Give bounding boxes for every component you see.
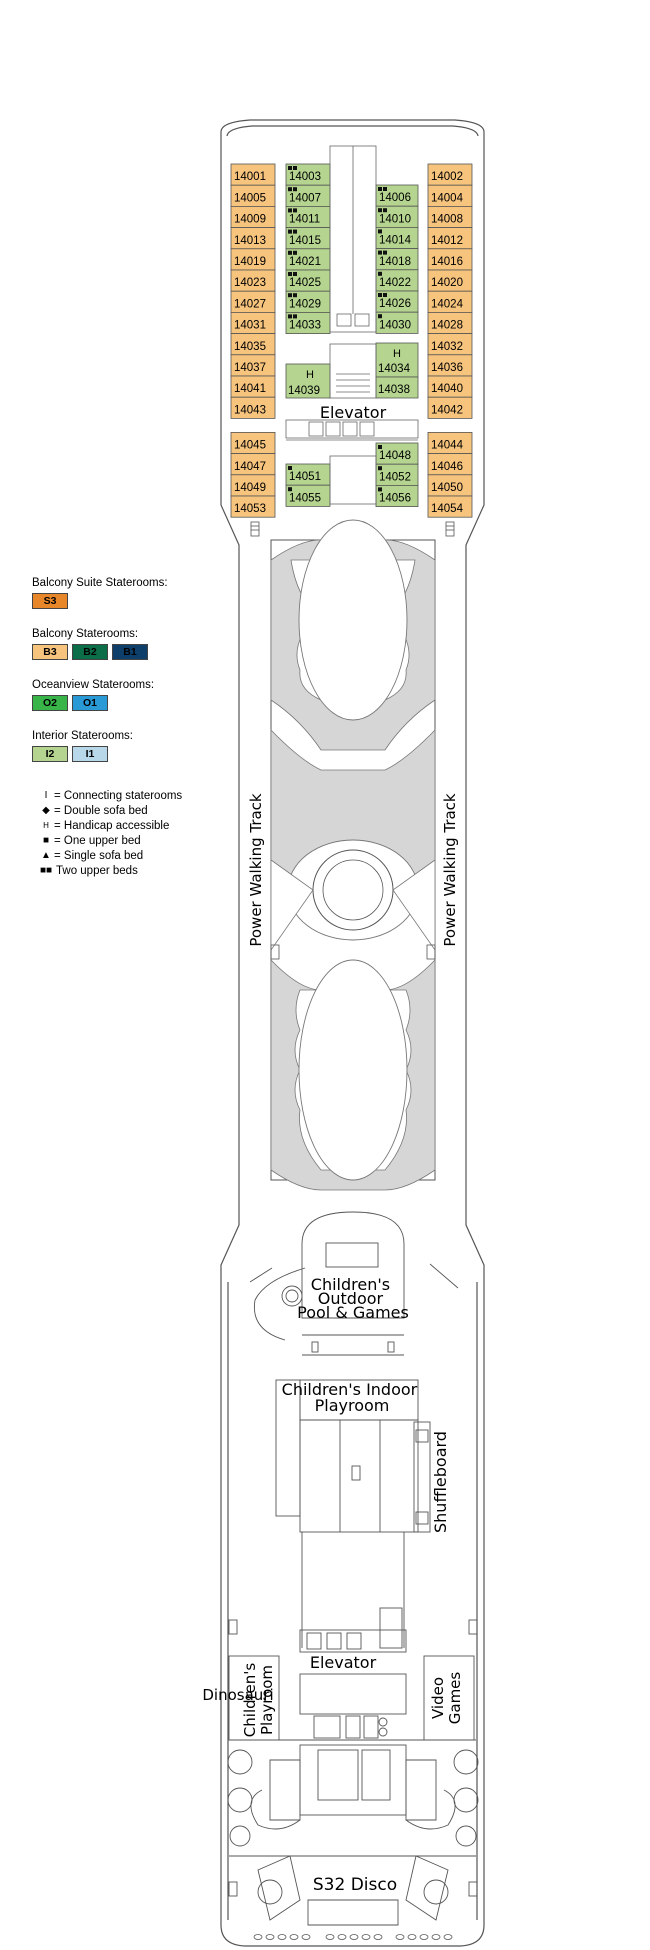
stateroom-14034[interactable] (376, 343, 418, 377)
two-upper-beds-icon (288, 251, 292, 255)
indoor-playroom-label: Children's Indoor Playroom (281, 1380, 418, 1415)
category-chip-i2: I2 (32, 746, 68, 762)
stateroom-number: 14014 (379, 234, 411, 247)
stateroom-number: 14018 (379, 255, 411, 268)
disco-area (228, 1740, 478, 1925)
two-upper-beds-icon (288, 230, 292, 234)
stateroom-number: 14022 (379, 277, 411, 289)
porthole (302, 1935, 310, 1940)
two-upper-beds-icon (378, 208, 382, 212)
legend-title: Balcony Staterooms: (32, 628, 139, 640)
stateroom-14047[interactable] (231, 454, 275, 475)
video-games-line1: Video (429, 1676, 447, 1720)
stateroom-number: 14032 (431, 340, 463, 353)
stateroom-14046[interactable] (428, 454, 472, 475)
stateroom-number: 14007 (289, 192, 321, 205)
stateroom-14039[interactable] (286, 364, 330, 398)
category-chip-b3: B3 (32, 644, 68, 660)
symbol-label: = Single sofa bed (54, 849, 144, 862)
one-upper-bed-icon: ■ (42, 834, 50, 846)
forward-staterooms (231, 164, 472, 517)
stateroom-14008[interactable] (428, 206, 472, 227)
legend-symbols (32, 788, 232, 878)
stateroom-14010[interactable] (376, 206, 418, 227)
two-upper-beds-icon (293, 166, 297, 170)
stateroom-number: 14043 (234, 404, 266, 417)
stateroom-number: 14028 (431, 319, 463, 332)
porthole (420, 1935, 428, 1940)
stateroom-14041[interactable] (231, 376, 275, 397)
category-chip-o2: O2 (32, 695, 68, 711)
double-sofa-bed-icon: ◆ (42, 804, 50, 816)
stateroom-number: 14051 (289, 471, 321, 484)
stateroom-number: 14033 (289, 319, 321, 332)
stateroom-14022[interactable] (376, 270, 418, 291)
symbol-label: = Double sofa bed (54, 804, 148, 817)
stateroom-14035[interactable] (231, 334, 275, 355)
stateroom-14004[interactable] (428, 185, 472, 206)
stateroom-14049[interactable] (231, 475, 275, 496)
porthole (374, 1935, 382, 1940)
stateroom-14031[interactable] (231, 312, 275, 333)
porthole (338, 1935, 346, 1940)
stateroom-14001[interactable] (231, 164, 275, 185)
legend (32, 576, 232, 878)
stateroom-14029[interactable] (286, 291, 330, 312)
porthole (290, 1935, 298, 1940)
stateroom-number: 14047 (234, 460, 266, 473)
stateroom-14042[interactable] (428, 397, 472, 418)
porthole (396, 1935, 404, 1940)
stateroom-number: 14037 (234, 362, 266, 374)
category-chip-b1: B1 (112, 644, 148, 660)
stateroom-number: 14052 (379, 471, 411, 484)
two-upper-beds-icon (288, 314, 292, 318)
symbol-label: = One upper bed (54, 834, 141, 847)
stateroom-14033[interactable] (286, 312, 330, 333)
stateroom-14009[interactable] (231, 206, 275, 227)
stateroom-number: 14042 (431, 404, 463, 417)
dinosaur-playroom-label: Dinosauri (202, 1686, 274, 1704)
pool-deck (271, 520, 435, 1190)
stateroom-14019[interactable] (231, 249, 275, 270)
stateroom-number: 14053 (234, 503, 266, 516)
stateroom-number: 14026 (379, 298, 411, 311)
symbol-label: Two upper beds (56, 864, 138, 877)
stateroom-14003[interactable] (286, 164, 330, 185)
legend-balcony (32, 627, 232, 660)
two-upper-beds-icon (293, 230, 297, 234)
one-upper-bed-icon (288, 487, 292, 491)
porthole (254, 1935, 262, 1940)
two-upper-beds-icon (288, 272, 292, 276)
dinosaur-playroom-line2: Children's (241, 1662, 259, 1738)
stateroom-number: 14038 (378, 384, 410, 396)
two-upper-beds-icon (383, 293, 387, 297)
two-upper-beds-icon (383, 187, 387, 191)
stateroom-number: 14020 (431, 277, 463, 290)
stateroom-number: 14050 (431, 482, 463, 494)
stateroom-number: 14023 (234, 277, 266, 290)
indoor-playroom-area (276, 1380, 430, 1648)
elevator-aft-label: Elevator (309, 1653, 377, 1672)
stateroom-number: 14029 (289, 298, 321, 311)
stateroom-number: 14013 (234, 234, 266, 247)
video-games-line2: Games (446, 1671, 464, 1725)
stateroom-14014[interactable] (376, 227, 418, 248)
stateroom-number: 14025 (289, 277, 321, 290)
two-upper-beds-icon (383, 251, 387, 255)
stateroom-14053[interactable] (231, 496, 275, 517)
stateroom-14055[interactable] (286, 485, 330, 506)
stateroom-number: 14001 (234, 171, 266, 184)
one-upper-bed-icon (378, 487, 382, 491)
stateroom-14020[interactable] (428, 270, 472, 291)
stateroom-number: 14003 (289, 171, 321, 184)
porthole (326, 1935, 334, 1940)
legend-suite (32, 576, 232, 609)
two-upper-beds-icon (293, 187, 297, 191)
stateroom-number: 14056 (379, 492, 411, 505)
stateroom-14056[interactable] (376, 485, 418, 506)
stateroom-number: 14008 (431, 213, 463, 226)
stateroom-14054[interactable] (428, 496, 472, 517)
legend-title: Oceanview Staterooms: (32, 679, 155, 691)
stateroom-number: 14048 (379, 450, 411, 463)
stateroom-14007[interactable] (286, 185, 330, 206)
stateroom-number: 14034 (378, 363, 410, 375)
porthole (350, 1935, 358, 1940)
stateroom-14040[interactable] (428, 376, 472, 397)
legend-interior (32, 729, 232, 762)
disco-label: S32 Disco (312, 1875, 398, 1895)
stateroom-number: 14035 (234, 340, 266, 353)
stateroom-number: 14024 (431, 298, 463, 311)
symbol-row (38, 863, 232, 878)
stateroom-number: 14054 (431, 503, 463, 516)
elevator-fwd-label: Elevator (319, 403, 387, 422)
two-upper-beds-icon (293, 251, 297, 255)
category-chip-s3: S3 (32, 593, 68, 609)
stateroom-14021[interactable] (286, 249, 330, 270)
two-upper-beds-icon (293, 272, 297, 276)
stateroom-number: 14016 (431, 256, 463, 268)
symbol-row (38, 848, 232, 863)
stateroom-number: 14039 (288, 385, 320, 397)
stateroom-number: 14006 (379, 192, 411, 205)
stateroom-14030[interactable] (376, 312, 418, 333)
stateroom-14018[interactable] (376, 249, 418, 270)
legend-title: Interior Staterooms: (32, 730, 133, 742)
stateroom-14028[interactable] (428, 312, 472, 333)
stateroom-14052[interactable] (376, 464, 418, 485)
legend-title: Balcony Suite Staterooms: (32, 577, 168, 589)
two-upper-beds-icon (288, 166, 292, 170)
stateroom-number: 14041 (234, 383, 266, 396)
stateroom-14016[interactable] (428, 249, 472, 270)
stateroom-14027[interactable] (231, 291, 275, 312)
handicap-mark: H (393, 348, 401, 360)
stateroom-number: 14049 (234, 482, 266, 494)
stateroom-14005[interactable] (231, 185, 275, 206)
porthole (432, 1935, 440, 1940)
two-upper-beds-icon (293, 293, 297, 297)
stateroom-14013[interactable] (231, 228, 275, 249)
stateroom-14002[interactable] (428, 164, 472, 185)
category-chip-i1: I1 (72, 746, 108, 762)
symbol-row (38, 833, 232, 848)
stateroom-14032[interactable] (428, 334, 472, 355)
one-upper-bed-icon (378, 466, 382, 470)
walking-track-starboard: Power Walking Track (441, 793, 459, 947)
stateroom-14036[interactable] (428, 355, 472, 376)
one-upper-bed-icon (378, 445, 382, 449)
porthole (362, 1935, 370, 1940)
stateroom-14011[interactable] (286, 206, 330, 227)
stateroom-number: 14044 (431, 439, 463, 452)
two-upper-beds-icon (383, 208, 387, 212)
stateroom-number: 14027 (234, 298, 266, 311)
walking-track-port: Power Walking Track (247, 793, 265, 947)
shuffleboard-label: Shuffleboard (431, 1431, 450, 1533)
two-upper-beds-icon (288, 293, 292, 297)
stateroom-14015[interactable] (286, 228, 330, 249)
stateroom-number: 14002 (431, 171, 463, 184)
porthole (266, 1935, 274, 1940)
porthole (278, 1935, 286, 1940)
stateroom-14048[interactable] (376, 443, 418, 464)
stateroom-14051[interactable] (286, 464, 330, 485)
one-upper-bed-icon (378, 272, 382, 276)
stateroom-number: 14004 (431, 192, 463, 205)
stateroom-14026[interactable] (376, 291, 418, 312)
portholes (254, 1935, 452, 1940)
stateroom-number: 14055 (289, 492, 321, 505)
stateroom-14044[interactable] (428, 432, 472, 453)
two-upper-beds-icon (288, 187, 292, 191)
stateroom-number: 14015 (289, 234, 321, 247)
two-upper-beds-icon (378, 251, 382, 255)
outdoor-pool-label: Children's Outdoor Pool & Games (297, 1275, 409, 1322)
one-upper-bed-icon (378, 314, 382, 318)
stateroom-number: 14005 (234, 192, 266, 205)
stateroom-14025[interactable] (286, 270, 330, 291)
stateroom-number: 14045 (234, 439, 266, 452)
stateroom-number: 14030 (379, 319, 411, 332)
stateroom-14024[interactable] (428, 291, 472, 312)
porthole (444, 1935, 452, 1940)
stateroom-14037[interactable] (231, 355, 275, 376)
two-upper-beds-icon: ■■ (39, 864, 53, 876)
porthole (408, 1935, 416, 1940)
two-upper-beds-icon (378, 293, 382, 297)
stateroom-number: 14021 (289, 256, 321, 268)
stateroom-14012[interactable] (428, 228, 472, 249)
one-upper-bed-icon (378, 229, 382, 233)
stateroom-14050[interactable] (428, 475, 472, 496)
symbol-row (38, 803, 232, 818)
connecting-icon: I (44, 789, 48, 801)
symbol-label: = Connecting staterooms (54, 789, 183, 802)
stateroom-14006[interactable] (376, 185, 418, 206)
stateroom-number: 14009 (234, 213, 266, 226)
symbol-label: = Handicap accessible (54, 819, 170, 832)
symbol-row (38, 818, 232, 833)
two-upper-beds-icon (293, 208, 297, 212)
stateroom-number: 14040 (431, 383, 463, 396)
stateroom-number: 14046 (431, 460, 463, 473)
two-upper-beds-icon (288, 208, 292, 212)
stateroom-14038[interactable] (376, 377, 418, 398)
stateroom-number: 14011 (289, 213, 321, 226)
stateroom-number: 14031 (234, 319, 266, 332)
stateroom-14023[interactable] (231, 270, 275, 291)
dinosaur-playroom-line3: Playroom (258, 1664, 276, 1736)
legend-oceanview (32, 678, 232, 711)
handicap-mark: H (306, 369, 314, 381)
single-sofa-bed-icon: ▲ (41, 849, 51, 861)
stateroom-14043[interactable] (231, 397, 275, 418)
stateroom-number: 14036 (431, 362, 463, 374)
stateroom-number: 14010 (379, 213, 411, 226)
symbol-row (38, 788, 232, 803)
one-upper-bed-icon (288, 466, 292, 470)
category-chip-b2: B2 (72, 644, 108, 660)
two-upper-beds-icon (293, 314, 297, 318)
category-chip-o1: O1 (72, 695, 108, 711)
stateroom-number: 14012 (431, 234, 463, 247)
handicap-icon: H (43, 820, 49, 830)
two-upper-beds-icon (378, 187, 382, 191)
stateroom-14045[interactable] (231, 432, 275, 453)
stateroom-number: 14019 (234, 256, 266, 268)
